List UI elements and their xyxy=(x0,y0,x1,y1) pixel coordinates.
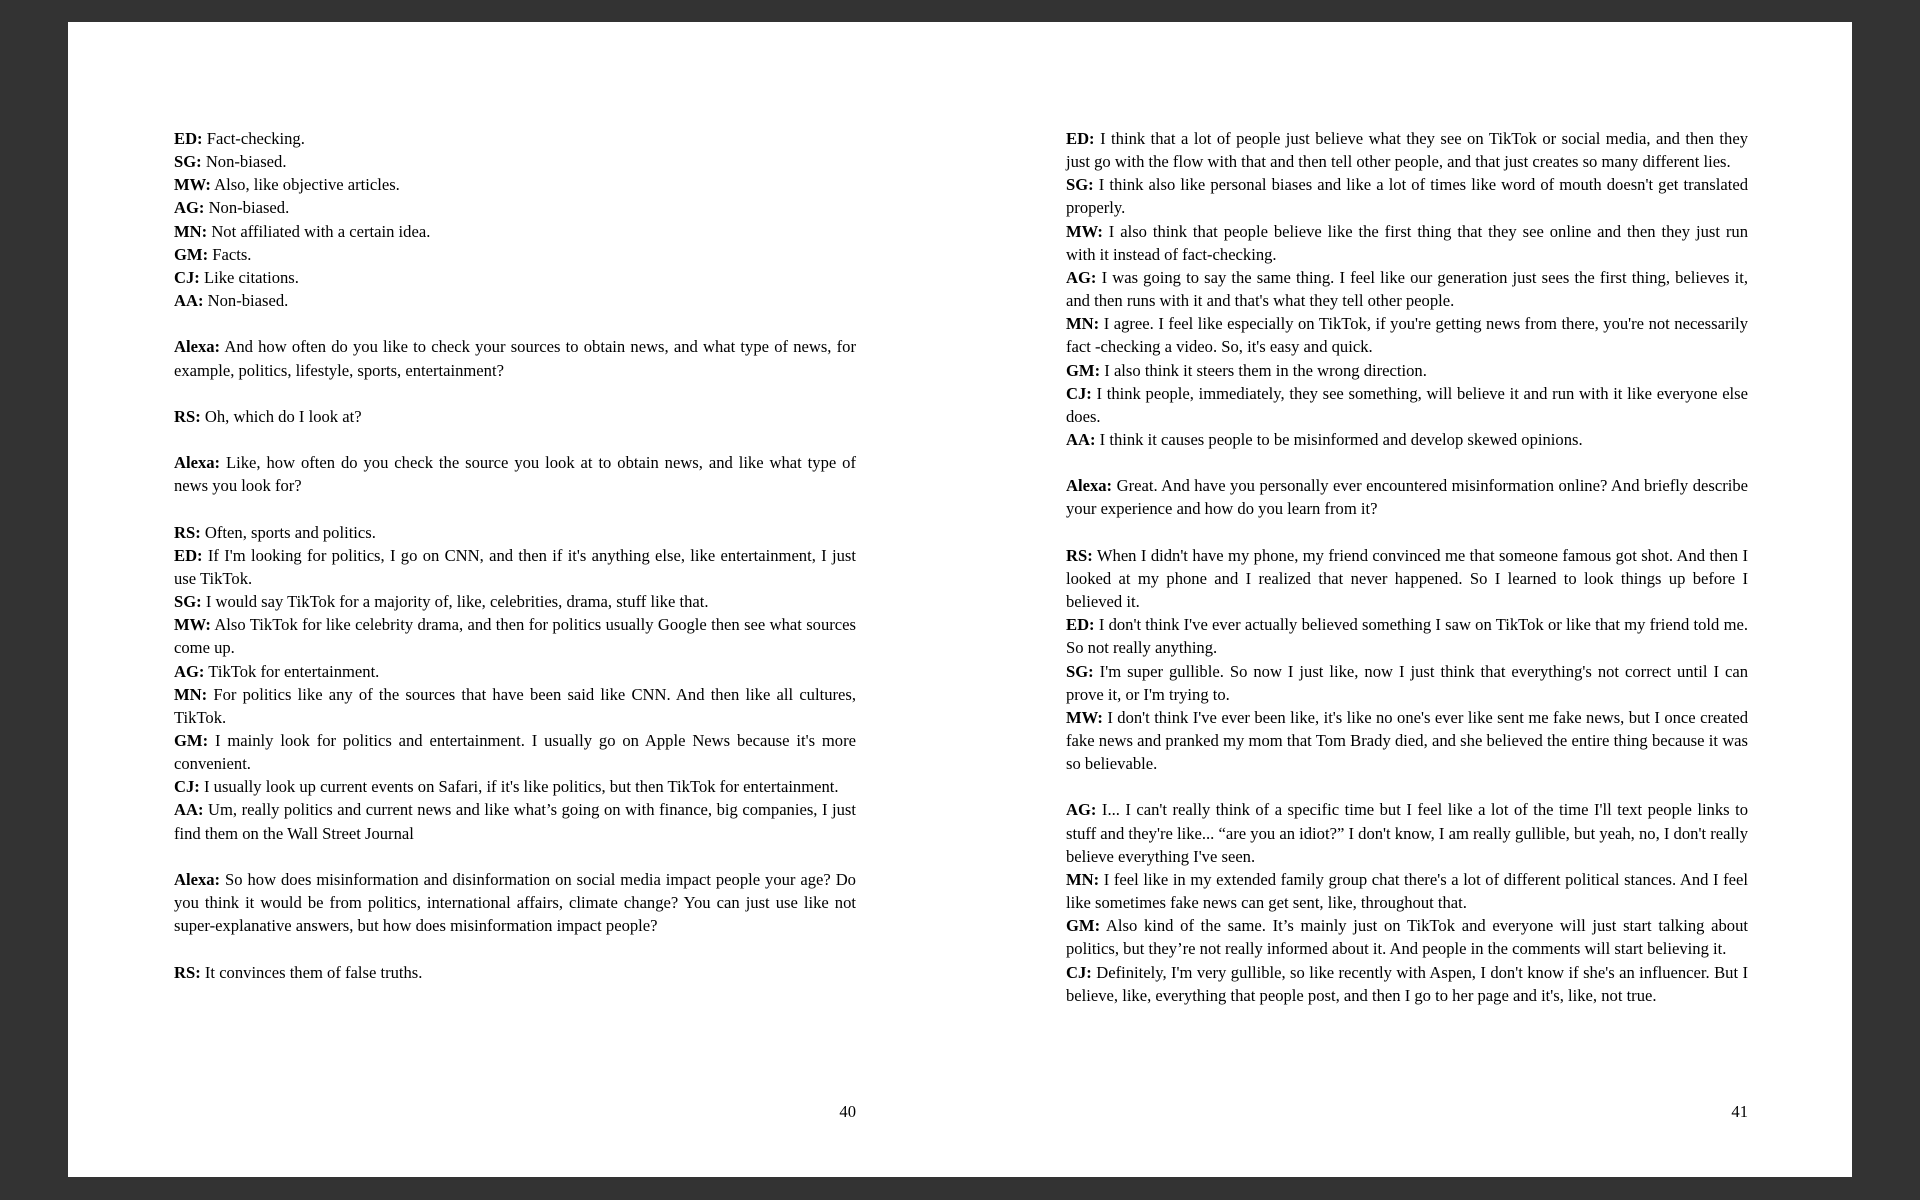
transcript-entry xyxy=(174,127,856,150)
entry-text: I think it causes people to be misinformed and develop skewed opinions. xyxy=(1099,430,1583,450)
speaker-label: MW: xyxy=(174,175,211,195)
speaker-label: AA: xyxy=(1066,430,1096,450)
entry-text: So how does misinformation and disinformation on social media impact people your age? Do you think it would be from politics, international affairs, climate change? You can just use like not super-explanative answers, but how does misinformation impact people? xyxy=(174,869,856,936)
speaker-label: ED: xyxy=(174,545,203,565)
transcript-entry xyxy=(174,289,856,312)
speaker-label: MW: xyxy=(174,615,211,635)
entry-text: Also kind of the same. It’s mainly just on TikTok and everyone will just start talking about politics, but they’re not really informed about it. And people in the comments will start believing it. xyxy=(1066,916,1749,959)
speaker-label: MN: xyxy=(1066,869,1100,889)
transcript-entry xyxy=(1066,173,1748,219)
entry-text: Non-biased. xyxy=(208,198,290,218)
speaker-label: RS: xyxy=(174,522,201,542)
speaker-label: CJ: xyxy=(1066,962,1092,982)
entry-text: If I'm looking for politics, I go on CNN, and then if it's anything else, like entertainment, I just use TikTok. xyxy=(174,545,856,588)
entry-text: Definitely, I'm very gullible, so like recently with Aspen, I don't know if she's an influencer. But I believe, like, everything that people post, and then I go to her page and it's, like, not true. xyxy=(1066,962,1749,1005)
speaker-label: RS: xyxy=(174,406,201,426)
entry-text: I agree. I feel like especially on TikTok, if you're getting news from there, you're not necessarily fact -checking a video. So, it's easy and quick. xyxy=(1066,314,1748,357)
speaker-label: SG: xyxy=(1066,175,1094,195)
speaker-label: Alexa: xyxy=(174,453,221,473)
transcript-entry xyxy=(174,544,856,590)
transcript-entry xyxy=(1066,127,1748,173)
transcript-entry xyxy=(174,660,856,683)
transcript-entry xyxy=(174,243,856,266)
entry-text: Like citations. xyxy=(203,267,299,287)
transcript-entry xyxy=(1066,220,1748,266)
entry-text: Non-biased. xyxy=(205,152,287,172)
transcript-entry xyxy=(174,405,856,428)
entry-text: I... I can't really think of a specific time but I feel like a lot of the time I'll text people links to stuff and they're like... “are you an idiot?” I don't know, I am really gullible, but yeah, no, I don't really believe everything I've seen. xyxy=(1066,800,1748,866)
speaker-label: CJ: xyxy=(174,777,200,797)
speaker-label: MN: xyxy=(174,221,208,241)
transcript-entry xyxy=(1066,798,1748,867)
entry-text: When I didn't have my phone, my friend convinced me that someone famous got shot. And then I looked at my phone and I realized that never happened. So I learned to look things up before I believed it. xyxy=(1066,545,1748,612)
speaker-label: AG: xyxy=(1066,267,1097,287)
entry-text: I feel like in my extended family group chat there's a lot of different political stances. And I feel like sometimes fake news can get sent, like, throughout that. xyxy=(1066,869,1748,913)
transcript-entry xyxy=(174,521,856,544)
transcript-entry xyxy=(174,798,856,844)
speaker-label: SG: xyxy=(1066,661,1094,681)
speaker-label: AG: xyxy=(174,661,205,681)
page-left-body xyxy=(174,127,856,984)
transcript-entry xyxy=(1066,706,1748,775)
speaker-label: MN: xyxy=(174,684,208,704)
entry-text: Oh, which do I look at? xyxy=(204,406,362,426)
entry-text: I don't think I've ever actually believed something I saw on TikTok or like that my friend told me. So not really anything. xyxy=(1066,615,1748,658)
transcript-entry xyxy=(1066,312,1748,358)
transcript-entry xyxy=(1066,868,1748,914)
transcript-entry xyxy=(174,173,856,196)
speaker-label: MN: xyxy=(1066,314,1100,334)
transcript-entry xyxy=(1066,961,1748,1007)
entry-text: I don't think I've ever been like, it's like no one's ever like sent me fake news, but I once created fake news and pranked my mom that Tom Brady died, and she believed the entire thing because it was so believable. xyxy=(1066,707,1748,774)
speaker-label: AA: xyxy=(174,291,204,311)
entry-text: TikTok for entertainment. xyxy=(208,661,380,681)
transcript-entry xyxy=(1066,613,1748,659)
page-number: 41 xyxy=(1731,1102,1748,1121)
speaker-label: ED: xyxy=(1066,129,1095,148)
speaker-label: SG: xyxy=(174,592,202,612)
transcript-entry xyxy=(174,335,856,381)
speaker-label: CJ: xyxy=(1066,383,1092,403)
page-number: 40 xyxy=(839,1102,856,1121)
transcript-entry xyxy=(1066,914,1748,960)
speaker-label: CJ: xyxy=(174,267,200,287)
page-right-body xyxy=(1066,127,1748,1007)
entry-text: Fact-checking. xyxy=(206,129,305,148)
speaker-label: ED: xyxy=(1066,615,1095,635)
speaker-label: AG: xyxy=(1066,800,1097,820)
speaker-label: Alexa: xyxy=(174,869,221,889)
entry-text: I would say TikTok for a majority of, like, celebrities, drama, stuff like that. xyxy=(205,592,709,612)
entry-text: Non-biased. xyxy=(207,291,289,311)
entry-text: Great. And have you personally ever encountered misinformation online? And briefly describe your experience and how do you learn from it? xyxy=(1066,476,1748,519)
entry-text: I was going to say the same thing. I feel like our generation just sees the first thing, believes it, and then runs with it and that's what they tell other people. xyxy=(1066,267,1748,311)
entry-text: Like, how often do you check the source you look at to obtain news, and like what type of news you look for? xyxy=(174,453,856,496)
transcript-entry xyxy=(174,729,856,775)
transcript-entry xyxy=(1066,266,1748,312)
entry-text: It convinces them of false truths. xyxy=(204,962,423,982)
speaker-label: Alexa: xyxy=(1066,476,1113,496)
speaker-label: Alexa: xyxy=(174,337,221,357)
entry-text: Um, really politics and current news and like what’s going on with finance, big companies, I just find them on the Wall Street Journal xyxy=(174,800,856,843)
speaker-label: AG: xyxy=(174,198,205,218)
transcript-entry xyxy=(1066,359,1748,382)
transcript-entry xyxy=(1066,428,1748,451)
page-right xyxy=(960,22,1852,1177)
speaker-label: RS: xyxy=(174,962,201,982)
speaker-label: SG: xyxy=(174,152,202,172)
speaker-label: ED: xyxy=(174,129,203,148)
entry-text: I think that a lot of people just believe what they see on TikTok or social media, and then they just go with the flow with that and then tell other people, and that just creates so many different lies. xyxy=(1066,129,1748,172)
transcript-entry xyxy=(174,613,856,659)
transcript-entry xyxy=(174,220,856,243)
transcript-entry xyxy=(174,266,856,289)
speaker-label: RS: xyxy=(1066,545,1093,565)
entry-text: I think people, immediately, they see something, will believe it and run with it like everyone else does. xyxy=(1066,383,1748,426)
transcript-entry xyxy=(174,961,856,984)
transcript-entry xyxy=(1066,544,1748,613)
transcript-entry xyxy=(174,196,856,219)
speaker-label: MW: xyxy=(1066,707,1103,727)
transcript-entry xyxy=(174,451,856,497)
entry-text: Facts. xyxy=(212,244,252,264)
transcript-entry xyxy=(1066,474,1748,520)
entry-text: Not affiliated with a certain idea. xyxy=(211,221,431,241)
entry-text: Also TikTok for like celebrity drama, and then for politics usually Google then see what sources come up. xyxy=(174,615,856,658)
speaker-label: AA: xyxy=(174,800,204,820)
page-spread xyxy=(68,22,1852,1177)
speaker-label: GM: xyxy=(1066,360,1101,380)
entry-text: Also, like objective articles. xyxy=(214,175,400,195)
page-left xyxy=(68,22,960,1177)
entry-text: I usually look up current events on Safari, if it's like politics, but then TikTok for entertainment. xyxy=(203,777,839,797)
transcript-entry xyxy=(174,775,856,798)
transcript-entry xyxy=(174,868,856,937)
entry-text: I also think it steers them in the wrong direction. xyxy=(1104,360,1427,380)
entry-text: Often, sports and politics. xyxy=(204,522,376,542)
entry-text: And how often do you like to check your sources to obtain news, and what type of news, for example, politics, lifestyle, sports, entertainment? xyxy=(174,337,856,380)
transcript-entry xyxy=(174,150,856,173)
entry-text: For politics like any of the sources that have been said like CNN. And then like all cultures, TikTok. xyxy=(174,684,856,727)
transcript-entry xyxy=(174,590,856,613)
transcript-entry xyxy=(174,683,856,729)
transcript-entry xyxy=(1066,660,1748,706)
speaker-label: GM: xyxy=(174,244,209,264)
speaker-label: GM: xyxy=(1066,916,1101,936)
entry-text: I mainly look for politics and entertainment. I usually go on Apple News because it's more convenient. xyxy=(174,731,856,774)
entry-text: I think also like personal biases and like a lot of times like word of mouth doesn't get translated properly. xyxy=(1066,175,1748,218)
speaker-label: MW: xyxy=(1066,221,1103,241)
entry-text: I'm super gullible. So now I just like, now I just think that everything's not correct until I can prove it, or I'm trying to. xyxy=(1066,661,1749,704)
speaker-label: GM: xyxy=(174,731,209,750)
entry-text: I also think that people believe like the first thing that they see online and then they just run with it instead of fact-checking. xyxy=(1066,221,1748,264)
transcript-entry xyxy=(1066,382,1748,428)
